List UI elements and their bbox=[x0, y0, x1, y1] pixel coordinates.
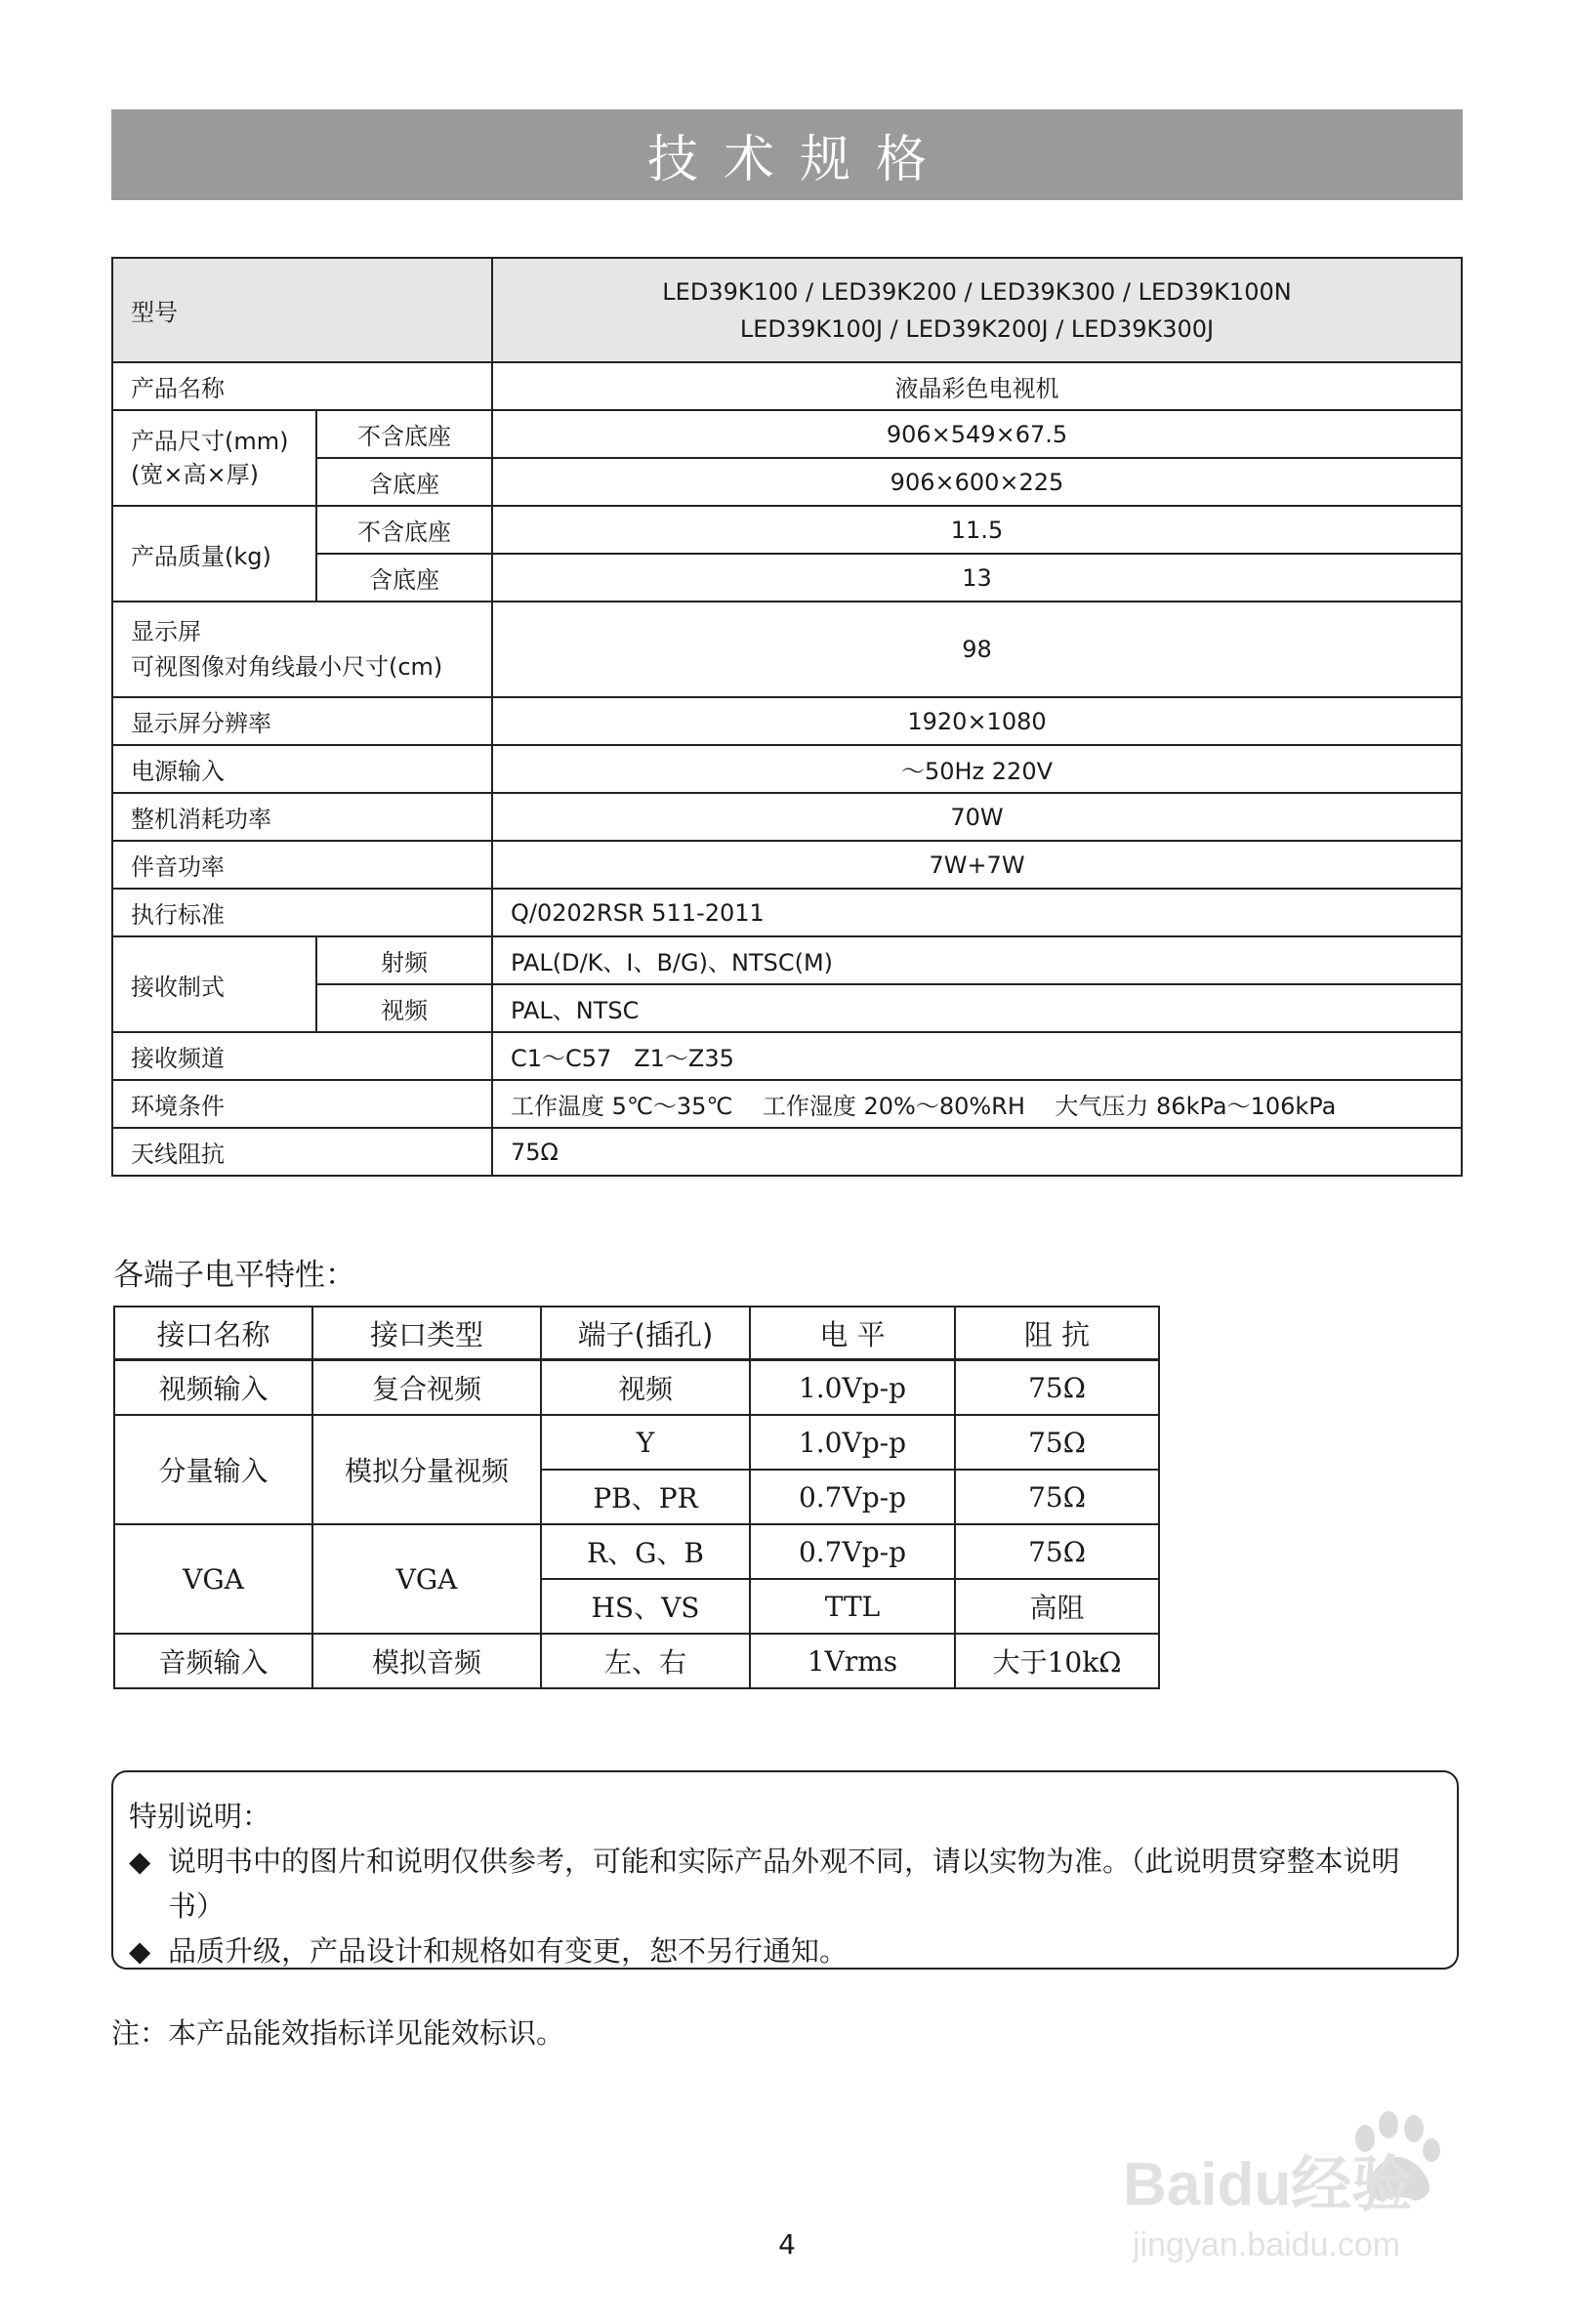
cell: 75Ω bbox=[955, 1360, 1159, 1416]
screen-label-1: 显示屏 bbox=[131, 618, 201, 645]
spec-sublabel: 含底座 bbox=[316, 458, 492, 506]
spec-row-model bbox=[112, 258, 1462, 362]
cell: 音频输入 bbox=[114, 1634, 312, 1688]
cell: 大于10kΩ bbox=[955, 1634, 1159, 1688]
models-line-2: LED39K100J / LED39K200J / LED39K300J bbox=[739, 314, 1215, 343]
diamond-bullet-icon: ◆ bbox=[129, 1845, 151, 1878]
spec-value: 98 bbox=[492, 602, 1462, 697]
spec-sublabel: 射频 bbox=[316, 936, 492, 984]
spec-label: 天线阻抗 bbox=[112, 1128, 492, 1176]
spec-value: ～50Hz 220V bbox=[492, 745, 1462, 793]
table-row bbox=[114, 1634, 1159, 1688]
spec-row-standard bbox=[112, 889, 1462, 936]
page-title-text: 技术规格 bbox=[646, 131, 952, 189]
cell: 1Vrms bbox=[750, 1634, 955, 1688]
baidu-watermark-icon bbox=[1113, 2099, 1494, 2265]
spec-value: Q/0202RSR 511-2011 bbox=[492, 889, 1462, 936]
levels-header-row bbox=[114, 1307, 1159, 1360]
watermark-brand: Baidu经验 bbox=[1123, 2151, 1413, 2219]
cell: PB、PR bbox=[541, 1470, 750, 1524]
cell: 视频输入 bbox=[114, 1360, 312, 1416]
column-header: 接口名称 bbox=[114, 1307, 312, 1360]
cell: 75Ω bbox=[955, 1415, 1159, 1470]
cell: Y bbox=[541, 1415, 750, 1470]
cell: 0.7Vp-p bbox=[750, 1524, 955, 1579]
cell: 模拟分量视频 bbox=[312, 1415, 541, 1524]
cell: TTL bbox=[750, 1579, 955, 1634]
spec-row-weight-1 bbox=[112, 506, 1462, 554]
spec-sublabel: 不含底座 bbox=[316, 506, 492, 554]
spec-label: 显示屏分辨率 bbox=[112, 697, 492, 745]
levels-heading: 各端子电平特性： bbox=[113, 1258, 355, 1293]
spec-row-antenna bbox=[112, 1128, 1462, 1176]
screen-label-2: 可视图像对角线最小尺寸(cm) bbox=[131, 653, 443, 681]
column-header: 电 平 bbox=[750, 1307, 955, 1360]
spec-label: 电源输入 bbox=[112, 745, 492, 793]
spec-value: 7W+7W bbox=[492, 841, 1462, 889]
spec-label-screen bbox=[112, 602, 492, 697]
cell: 视频 bbox=[541, 1360, 750, 1416]
notice-title: 特别说明： bbox=[129, 1800, 271, 1833]
spec-value: 906×600×225 bbox=[492, 458, 1462, 506]
spec-value-models bbox=[492, 258, 1462, 362]
notice-text: 说明书中的图片和说明仅供参考，可能和实际产品外观不同，请以实物为准。（此说明贯穿整本说明书） bbox=[168, 1845, 1400, 1923]
spec-value: 906×549×67.5 bbox=[492, 410, 1462, 458]
levels-table bbox=[113, 1306, 1160, 1689]
spec-sublabel: 含底座 bbox=[316, 554, 492, 602]
notice-box bbox=[111, 1770, 1459, 1970]
footnote: 注：本产品能效指标详见能效标识。 bbox=[111, 2016, 565, 2050]
cell: 高阻 bbox=[955, 1579, 1159, 1634]
spec-value: 工作温度 5℃～35℃ 工作湿度 20%～80%RH 大气压力 86kPa～106kPa bbox=[492, 1080, 1462, 1128]
spec-row-environment bbox=[112, 1080, 1462, 1128]
spec-label: 整机消耗功率 bbox=[112, 793, 492, 841]
cell: VGA bbox=[312, 1524, 541, 1634]
column-header: 接口类型 bbox=[312, 1307, 541, 1360]
spec-row-audio-power bbox=[112, 841, 1462, 889]
spec-label: 接收频道 bbox=[112, 1032, 492, 1080]
spec-row-channels bbox=[112, 1032, 1462, 1080]
spec-row-power-input bbox=[112, 745, 1462, 793]
table-row bbox=[114, 1524, 1159, 1579]
cell: 75Ω bbox=[955, 1470, 1159, 1524]
spec-row-resolution bbox=[112, 697, 1462, 745]
spec-value: 75Ω bbox=[492, 1128, 1462, 1176]
spec-row-reception-rf bbox=[112, 936, 1462, 984]
spec-value: PAL、NTSC bbox=[492, 984, 1462, 1032]
watermark-url: jingyan.baidu.com bbox=[1133, 2226, 1401, 2263]
spec-value: C1～C57 Z1～Z35 bbox=[492, 1032, 1462, 1080]
spec-label: 产品质量(kg) bbox=[112, 506, 316, 602]
column-header: 端子(插孔) bbox=[541, 1307, 750, 1360]
spec-value: 1920×1080 bbox=[492, 697, 1462, 745]
cell: VGA bbox=[114, 1524, 312, 1634]
notice-text: 品质升级，产品设计和规格如有变更，恕不另行通知。 bbox=[168, 1934, 849, 1968]
spec-label: 执行标准 bbox=[112, 889, 492, 936]
spec-value: PAL(D/K、I、B/G)、NTSC(M) bbox=[492, 936, 1462, 984]
diamond-bullet-icon: ◆ bbox=[129, 1934, 151, 1968]
cell: 左、右 bbox=[541, 1634, 750, 1688]
spec-row-product-name bbox=[112, 362, 1462, 410]
cell: 分量输入 bbox=[114, 1415, 312, 1524]
cell: 复合视频 bbox=[312, 1360, 541, 1416]
page-title bbox=[111, 109, 1463, 200]
column-header: 阻 抗 bbox=[955, 1307, 1159, 1360]
cell: HS、VS bbox=[541, 1579, 750, 1634]
spec-value: 13 bbox=[492, 554, 1462, 602]
spec-label: 伴音功率 bbox=[112, 841, 492, 889]
notice-item bbox=[129, 1839, 1439, 1929]
spec-value: 70W bbox=[492, 793, 1462, 841]
spec-row-size-1 bbox=[112, 410, 1462, 458]
spec-label: 接收制式 bbox=[112, 936, 316, 1032]
size-label-2: (宽×高×厚) bbox=[131, 461, 259, 488]
notice-item bbox=[129, 1929, 1439, 1973]
spec-row-screen bbox=[112, 602, 1462, 697]
spec-label: 环境条件 bbox=[112, 1080, 492, 1128]
spec-value: 液晶彩色电视机 bbox=[492, 362, 1462, 410]
spec-table bbox=[111, 257, 1463, 1177]
cell: R、G、B bbox=[541, 1524, 750, 1579]
spec-label: 产品名称 bbox=[112, 362, 492, 410]
table-row bbox=[114, 1360, 1159, 1416]
cell: 0.7Vp-p bbox=[750, 1470, 955, 1524]
models-line-1: LED39K100 / LED39K200 / LED39K300 / LED39K100N bbox=[662, 277, 1292, 306]
spec-row-power-consumption bbox=[112, 793, 1462, 841]
cell: 1.0Vp-p bbox=[750, 1415, 955, 1470]
cell: 模拟音频 bbox=[312, 1634, 541, 1688]
size-label-1: 产品尺寸(mm) bbox=[131, 428, 289, 455]
cell: 75Ω bbox=[955, 1524, 1159, 1579]
page-number: 4 bbox=[778, 2228, 796, 2261]
spec-value: 11.5 bbox=[492, 506, 1462, 554]
cell: 1.0Vp-p bbox=[750, 1360, 955, 1416]
spec-sublabel: 不含底座 bbox=[316, 410, 492, 458]
spec-label: 型号 bbox=[112, 258, 492, 362]
spec-sublabel: 视频 bbox=[316, 984, 492, 1032]
table-row bbox=[114, 1415, 1159, 1470]
spec-label-size bbox=[112, 410, 316, 506]
